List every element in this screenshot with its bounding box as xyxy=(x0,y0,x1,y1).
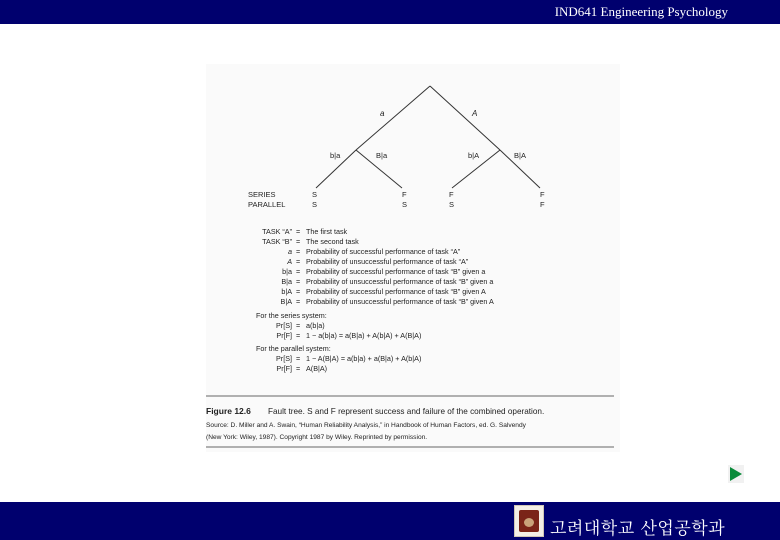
def-value: The second task xyxy=(306,237,359,246)
svg-text:=: = xyxy=(296,227,301,236)
def-value: The first task xyxy=(306,227,348,236)
series-row-label: SERIES xyxy=(248,190,276,199)
korea-university-crest-icon xyxy=(514,505,544,537)
tree-branches xyxy=(316,86,540,188)
series-outcome-2: F xyxy=(402,190,407,199)
branch-B-given-A: B|A xyxy=(514,151,526,160)
def-value: Probability of successful performance of task “B” given A xyxy=(306,287,486,296)
series-heading: For the series system: xyxy=(256,311,327,320)
series-outcome-4: F xyxy=(540,190,545,199)
play-next-icon[interactable] xyxy=(730,467,742,481)
svg-text:=: = xyxy=(296,257,301,266)
svg-text:=: = xyxy=(296,237,301,246)
svg-text:=: = xyxy=(296,287,301,296)
branch-a-label: a xyxy=(380,109,385,118)
def-key: A xyxy=(287,257,292,266)
svg-text:=: = xyxy=(296,321,301,330)
svg-text:=: = xyxy=(296,267,301,276)
caption-text: Fault tree. S and F represent success and failure of the combined operation. xyxy=(268,407,545,416)
def-key: B|a xyxy=(281,277,292,286)
course-title: IND641 Engineering Psychology xyxy=(554,4,728,19)
parallel-outcome-1: S xyxy=(312,200,318,209)
def-value: Probability of unsuccessful performance of task “A” xyxy=(306,257,469,266)
definitions-list xyxy=(262,227,494,306)
svg-text:=: = xyxy=(296,277,301,286)
series-outcome-3: F xyxy=(449,190,454,199)
def-key: B|A xyxy=(280,297,292,306)
def-value: Probability of unsuccessful performance of task “B” given A xyxy=(306,297,494,306)
parallel-eq-key: Pr[F] xyxy=(276,364,292,373)
branch-B-given-a: B|a xyxy=(376,151,388,160)
parallel-outcome-3: S xyxy=(449,200,455,209)
parallel-eq-key: Pr[S] xyxy=(276,354,292,363)
parallel-eq-value: A(B|A) xyxy=(306,364,328,373)
branch-b-given-a: b|a xyxy=(330,151,341,160)
svg-text:=: = xyxy=(296,364,301,373)
svg-text:=: = xyxy=(296,331,301,340)
parallel-heading: For the parallel system: xyxy=(256,344,331,353)
def-key: b|a xyxy=(282,267,292,276)
svg-text:=: = xyxy=(296,247,301,256)
parallel-eq-value: 1 − A(B|A) = a(b|a) + a(B|a) + A(b|A) xyxy=(306,354,422,363)
crest-shield xyxy=(519,510,539,532)
source-line-2: (New York: Wiley, 1987). Copyright 1987 by Wiley. Reprinted by permission. xyxy=(206,434,428,441)
series-outcome-1: S xyxy=(312,190,318,199)
series-eq-key: Pr[S] xyxy=(276,321,292,330)
series-eq-value: a(b|a) xyxy=(306,321,325,330)
branch-b-given-A: b|A xyxy=(468,151,480,160)
def-key: b|A xyxy=(281,287,292,296)
parallel-row-label: PARALLEL xyxy=(248,200,286,209)
fault-tree-svg xyxy=(206,64,620,452)
svg-text:=: = xyxy=(296,354,301,363)
parallel-outcome-2: S xyxy=(402,200,408,209)
caption-label: Figure 12.6 xyxy=(206,406,251,416)
series-eq-value: 1 − a(b|a) = a(B|a) + A(b|A) + A(B|A) xyxy=(306,331,422,340)
series-eq-key: Pr[F] xyxy=(276,331,292,340)
source-line-1: Source: D. Miller and A. Swain, “Human Reliability Analysis,” in Handbook of Human Factors, ed. G. Salvendy xyxy=(206,422,526,429)
header-bar xyxy=(0,0,780,24)
def-key: a xyxy=(288,247,292,256)
def-value: Probability of successful performance of task “A” xyxy=(306,247,461,256)
def-value: Probability of unsuccessful performance of task “B” given a xyxy=(306,277,494,286)
fault-tree-figure xyxy=(206,64,620,452)
university-department-label: 고려대학교 산업공학과 xyxy=(550,519,726,539)
def-key: TASK “A” xyxy=(262,227,292,236)
svg-text:=: = xyxy=(296,297,301,306)
def-key: TASK “B” xyxy=(262,237,292,246)
branch-A-label: A xyxy=(472,109,478,118)
def-value: Probability of successful performance of task “B” given a xyxy=(306,267,486,276)
parallel-outcome-4: F xyxy=(540,200,545,209)
